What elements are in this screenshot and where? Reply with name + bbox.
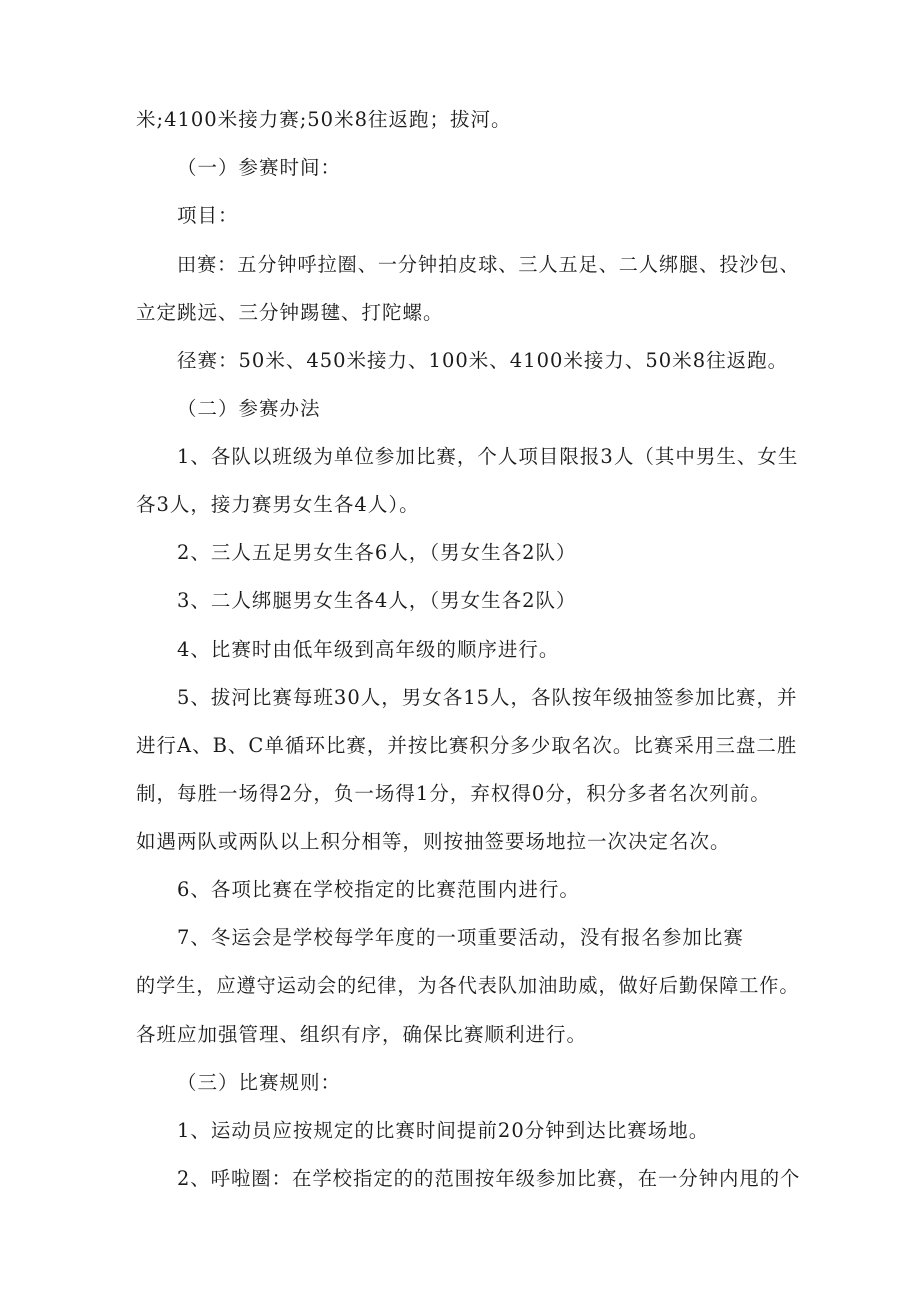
text-line: 4、比赛时由低年级到高年级的顺序进行。 [177,638,560,661]
text-line: 制，每胜一场得2分，负一场得1分，弃权得0分，积分多者名次列前。 [136,782,771,805]
text-line: 2、三人五足男女生各6人，（男女生各2队） [177,541,577,564]
text-line: 径赛：50米、450米接力、100米、4100米接力、50米8往返跑。 [177,349,789,372]
text-line: 各3人，接力赛男女生各4人）。 [136,493,420,516]
text-line: 2、呼啦圈：在学校指定的的范围按年级参加比赛，在一分钟内甩的个 [177,1167,801,1190]
text-line: 6、各项比赛在学校指定的比赛范围内进行。 [177,878,580,901]
text-line: 立定跳远、三分钟踢毽、打陀螺。 [136,301,444,324]
text-line: 如遇两队或两队以上积分相等，则按抽签要场地拉一次决定名次。 [136,830,731,853]
text-line: 田赛：五分钟呼拉圈、一分钟拍皮球、三人五足、二人绑腿、投沙包、 [177,253,800,276]
text-line: 的学生，应遵守运动会的纪律，为各代表队加油助威，做好后勤保障工作。 [136,974,800,997]
section-heading: （二）参赛办法 [177,397,321,420]
text-line: 1、运动员应按规定的比赛时间提前20分钟到达比赛场地。 [177,1119,710,1142]
section-heading: （三）比赛规则： [177,1071,342,1094]
text-line: 进行A、B、C单循环比赛，并按比赛积分多少取名次。比赛采用三盘二胜 [136,734,798,757]
text-line: 3、二人绑腿男女生各4人，（男女生各2队） [177,589,577,612]
text-line: 1、各队以班级为单位参加比赛，个人项目限报3人（其中男生、女生 [177,445,799,468]
text-line: 项目： [177,204,239,227]
text-line: 7、冬运会是学校每学年度的一项重要活动，没有报名参加比赛 [177,926,744,949]
text-line: 5、拔河比赛每班30人，男女各15人，各队按年级抽签参加比赛，并 [177,686,798,709]
text-line: 各班应加强管理、组织有序，确保比赛顺利进行。 [136,1023,588,1046]
text-line: 米;4100米接力赛;50米8往返跑；拔河。 [136,108,512,131]
section-heading: （一）参赛时间： [177,156,342,179]
